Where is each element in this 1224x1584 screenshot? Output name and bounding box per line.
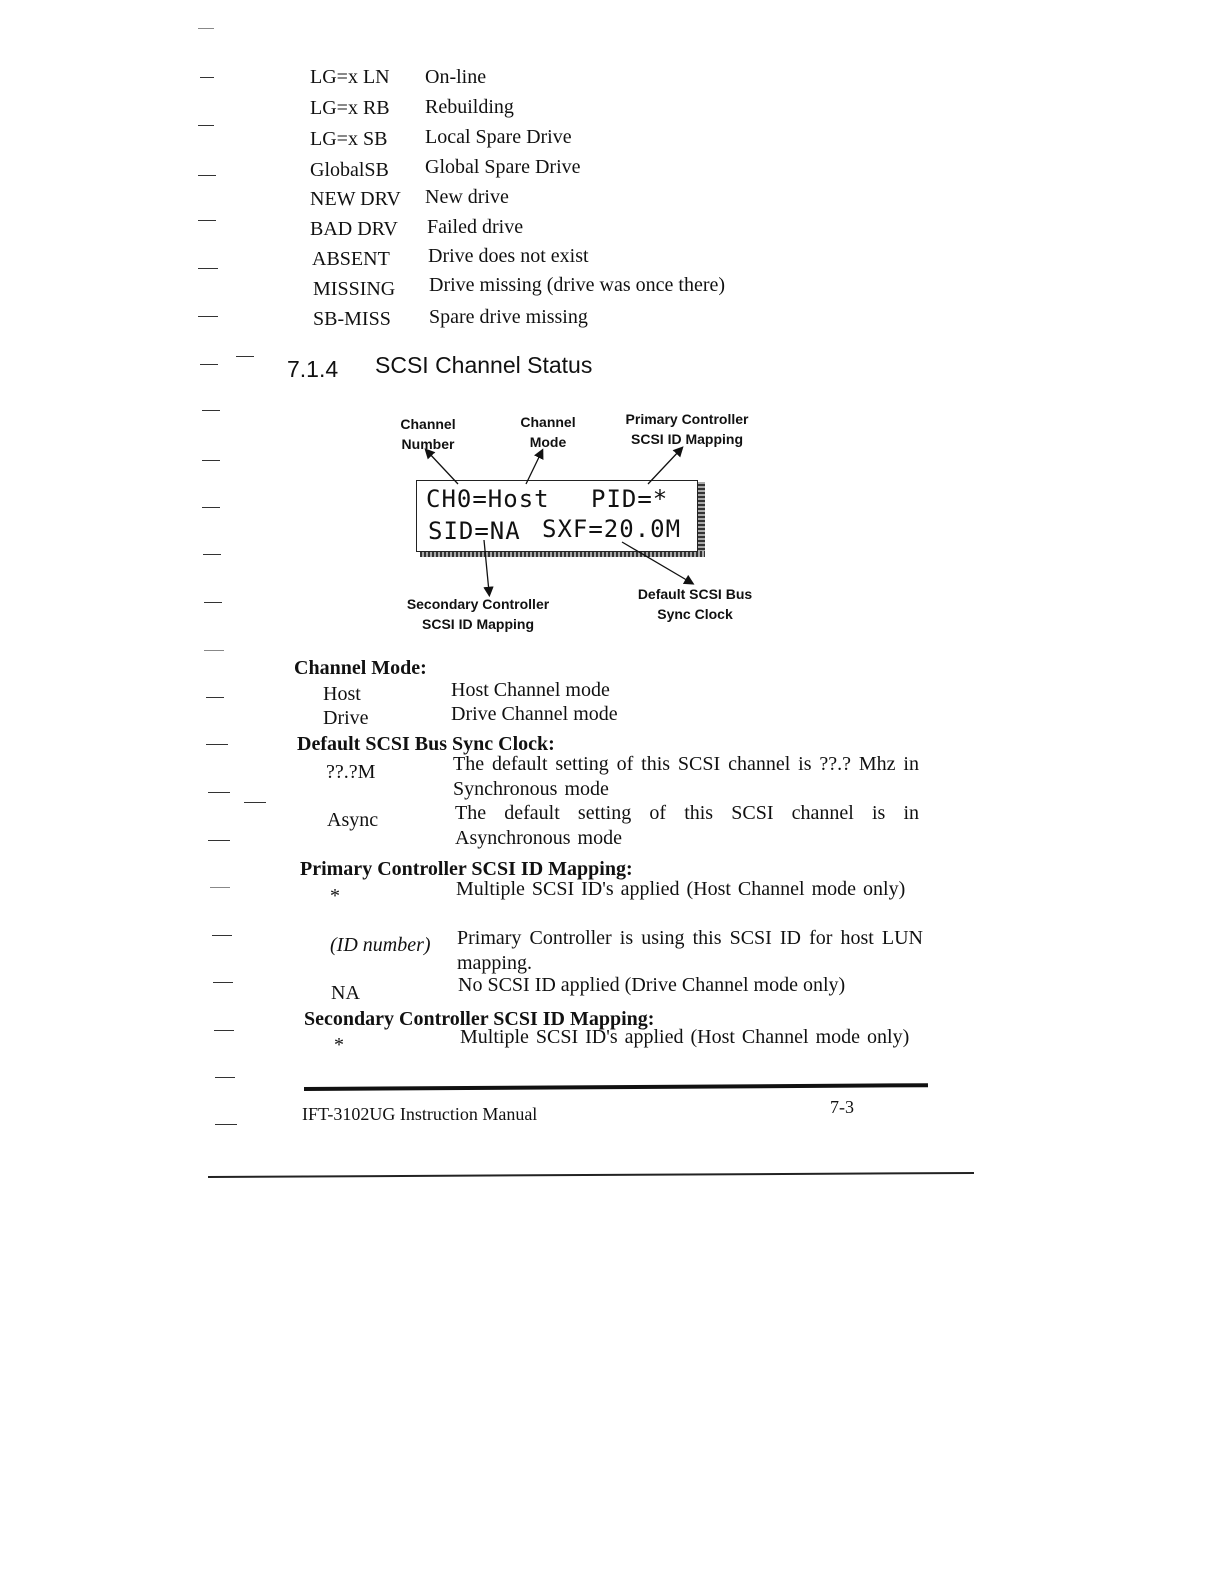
definition: The default setting of this SCSI channel is in Asynchronous mode <box>455 802 919 849</box>
status-code: ABSENT <box>312 248 390 270</box>
term: Async <box>327 809 379 831</box>
status-desc: New drive <box>425 186 509 208</box>
label-channel-mode: Channel Mode <box>520 414 576 450</box>
arrow-sync-clock <box>622 542 690 582</box>
status-desc: Local Spare Drive <box>425 126 572 148</box>
term: NA <box>331 982 360 1004</box>
diagram-arrows <box>0 0 1224 700</box>
term: ??.?M <box>326 761 376 783</box>
footer-rule <box>304 1083 928 1091</box>
status-desc: Drive does not exist <box>428 245 589 267</box>
arrow-secondary-mapping <box>484 540 489 592</box>
definition: Host Channel mode <box>451 679 610 701</box>
label-sync-clock: Default SCSI Bus Sync Clock <box>637 586 753 622</box>
label-primary-mapping: Primary Controller SCSI ID Mapping <box>625 411 749 447</box>
arrow-primary-mapping <box>648 450 680 484</box>
status-desc: Drive missing (drive was once there) <box>429 274 726 296</box>
secondary-mapping-header: Secondary Controller SCSI ID Mapping: <box>304 1008 655 1030</box>
sync-clock-header: Default SCSI Bus Sync Clock: <box>297 733 555 755</box>
status-code: LG=x SB <box>310 128 388 150</box>
lcd-pid: PID=* <box>591 485 669 513</box>
footer-page-number: 7-3 <box>830 1097 854 1117</box>
status-code: LG=x RB <box>310 97 390 119</box>
definition: Multiple SCSI ID's applied (Host Channel mode only) <box>456 878 906 900</box>
status-code: BAD DRV <box>310 218 398 240</box>
footer-manual-title: IFT-3102UG Instruction Manual <box>302 1104 538 1124</box>
status-code: SB-MISS <box>313 308 391 330</box>
page-bottom-rule <box>208 1172 974 1178</box>
status-code: LG=x LN <box>310 66 390 88</box>
lcd-sid: SID=NA <box>428 517 521 545</box>
label-channel-number: Channel Number <box>400 416 456 452</box>
status-code: GlobalSB <box>310 159 389 181</box>
term: * <box>330 885 340 907</box>
status-desc: Failed drive <box>427 216 524 238</box>
term: (ID number) <box>330 934 431 956</box>
label-secondary-mapping: Secondary Controller SCSI ID Mapping <box>406 596 550 632</box>
lcd-sxf: SXF=20.0M <box>542 515 682 543</box>
status-desc: Rebuilding <box>425 96 514 118</box>
definition: Multiple SCSI ID's applied (Host Channel mode only) <box>460 1026 910 1048</box>
definition: Primary Controller is using this SCSI ID for host LUN mapping. <box>457 927 923 974</box>
section-number: 7.1.4 <box>287 356 339 382</box>
definition: No SCSI ID applied (Drive Channel mode only) <box>458 974 846 996</box>
status-code: NEW DRV <box>310 188 401 210</box>
status-code: MISSING <box>313 278 396 300</box>
definition: The default setting of this SCSI channel is ??.? Mhz in Synchronous mode <box>453 753 919 800</box>
definition: Drive Channel mode <box>451 703 618 725</box>
status-desc: Spare drive missing <box>429 306 588 328</box>
term: Host <box>323 683 361 705</box>
arrow-channel-mode <box>526 453 541 484</box>
primary-mapping-header: Primary Controller SCSI ID Mapping: <box>300 858 633 880</box>
lcd-channel: CH0=Host <box>426 485 550 513</box>
status-desc: Global Spare Drive <box>425 156 581 178</box>
section-title: SCSI Channel Status <box>375 352 593 378</box>
term: Drive <box>323 707 369 729</box>
status-desc: On-line <box>425 66 487 88</box>
arrow-channel-number <box>428 452 458 484</box>
term: * <box>334 1034 344 1056</box>
channel-mode-header: Channel Mode: <box>294 657 427 679</box>
